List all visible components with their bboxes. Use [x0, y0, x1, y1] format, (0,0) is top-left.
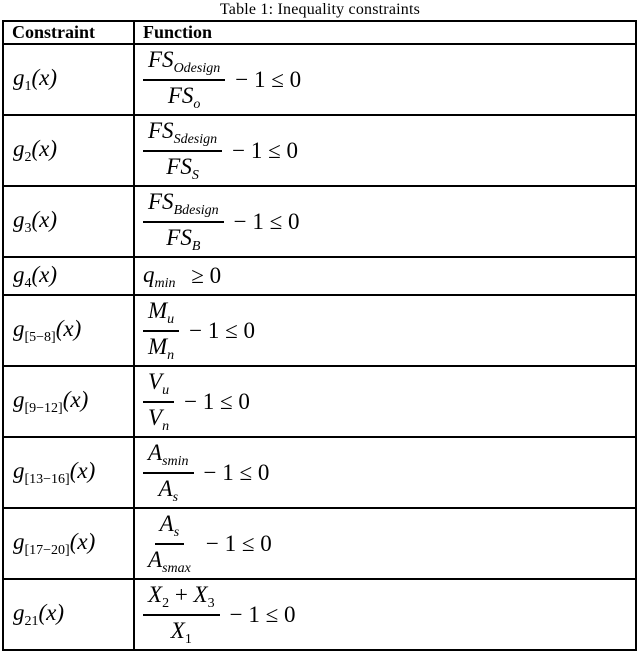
fraction-denominator: [163, 81, 206, 112]
math-subscript: [17−20]: [24, 543, 70, 558]
math-token: [148, 47, 221, 76]
math-subscript: 1: [184, 632, 192, 647]
math-token: [13, 600, 39, 629]
fraction-numerator: [143, 440, 194, 474]
function-cell: [134, 257, 636, 295]
math-token: [32, 136, 58, 161]
math-text: g: [13, 261, 25, 287]
math-text: FS: [166, 225, 192, 250]
math-token: [166, 225, 201, 254]
fraction-numerator: [143, 118, 222, 152]
function-expression: [143, 118, 631, 183]
math-subscript: 1: [24, 79, 32, 94]
math-subscript: 21: [24, 614, 39, 629]
math-subscript: Bdesign: [173, 203, 219, 218]
fraction-denominator: [166, 616, 197, 647]
math-subscript: [5−8]: [24, 330, 56, 345]
table-body: [3, 44, 636, 650]
function-expression: [143, 298, 631, 363]
math-subscript: 2: [162, 596, 170, 611]
math-text: q: [143, 261, 155, 287]
math-subscript: n: [167, 348, 175, 363]
math-subscript: B: [191, 239, 201, 254]
fraction-denominator: [143, 332, 179, 363]
math-token: [148, 547, 191, 576]
math-token: [13, 316, 56, 345]
math-token: [32, 207, 58, 232]
math-text: X: [170, 618, 185, 643]
math-subscript: 3: [207, 596, 215, 611]
inequality-tail: − 1 ≤ 0: [189, 317, 256, 343]
math-text: (x): [62, 387, 89, 412]
fraction: [143, 118, 222, 183]
math-subscript: 2: [24, 150, 32, 165]
math-token: [148, 440, 189, 469]
math-token: [13, 529, 70, 558]
math-token: [63, 387, 89, 412]
math-subscript: smin: [162, 454, 189, 469]
math-token: [32, 65, 58, 90]
inequality-tail: ≥ 0: [185, 263, 222, 288]
math-text: (x): [31, 207, 58, 232]
fraction-numerator: [143, 582, 220, 616]
function-cell: [134, 508, 636, 579]
header-row: [3, 21, 636, 44]
inequality-tail: − 1 ≤ 0: [235, 66, 302, 92]
math-text: X: [193, 582, 208, 607]
inequality-tail: − 1 ≤ 0: [233, 208, 300, 234]
math-token: [166, 154, 199, 183]
column-header-function: Function: [134, 21, 636, 44]
table-row: [3, 508, 636, 579]
math-token: [13, 136, 32, 165]
fraction-denominator: [143, 545, 196, 576]
math-subscript: smax: [162, 561, 191, 576]
math-token: [39, 600, 65, 625]
math-token: [70, 458, 96, 483]
function-cell: [134, 366, 636, 437]
fraction-denominator: [154, 474, 184, 505]
math-text: (x): [31, 65, 58, 90]
fraction-numerator: [143, 369, 174, 403]
inequality-tail: − 1 ≤ 0: [205, 530, 272, 556]
math-text: A: [148, 440, 163, 465]
function-cell: [134, 115, 636, 186]
math-token: [148, 405, 170, 434]
inequality-tail: − 1 ≤ 0: [232, 137, 298, 163]
inequality-tail: − 1 ≤ 0: [203, 459, 270, 485]
constraint-cell: [3, 579, 134, 650]
math-subscript: u: [167, 312, 175, 327]
math-text: g: [13, 65, 25, 90]
function-cell: [134, 579, 636, 650]
math-text: (x): [38, 600, 65, 625]
math-text: FS: [166, 154, 192, 179]
math-text: FS: [148, 189, 174, 214]
table-header: [3, 21, 636, 44]
table-row: [3, 366, 636, 437]
math-token: [148, 298, 175, 327]
constraint-cell: [3, 295, 134, 366]
math-text: (x): [31, 261, 58, 287]
fraction-denominator: [161, 152, 204, 183]
constraint-cell: [3, 115, 134, 186]
function-expression: [143, 440, 631, 505]
math-token: [193, 582, 215, 611]
fraction: [143, 369, 174, 434]
fraction-numerator: [143, 298, 179, 332]
math-token: [148, 118, 218, 147]
math-text: g: [13, 136, 25, 161]
math-token: [13, 458, 70, 487]
function-cell: [134, 44, 636, 115]
math-subscript: s: [173, 525, 180, 540]
fraction: [143, 189, 224, 254]
fraction-numerator: [155, 511, 185, 545]
math-text: X: [148, 582, 163, 607]
function-expression: [143, 47, 631, 112]
fraction: [143, 582, 220, 647]
math-text: g: [13, 600, 25, 625]
math-text: A: [159, 511, 174, 536]
function-expression: [143, 511, 631, 576]
math-subscript: 4: [24, 275, 32, 291]
math-text: (x): [69, 529, 96, 554]
function-expression: [143, 189, 631, 254]
constraint-cell: [3, 186, 134, 257]
math-token: [56, 316, 82, 341]
table-row: [3, 295, 636, 366]
fraction-denominator: [143, 403, 174, 434]
math-token: [143, 262, 176, 291]
math-subscript: 3: [24, 221, 32, 236]
math-subscript: min: [154, 275, 176, 291]
math-text: FS: [148, 118, 174, 143]
math-subscript: Sdesign: [173, 132, 218, 147]
inequality-tail: − 1 ≤ 0: [184, 388, 250, 414]
constraint-cell: [3, 257, 134, 295]
math-text: g: [13, 387, 25, 412]
math-token: [167, 83, 201, 112]
fraction-numerator: [143, 47, 225, 81]
math-text: V: [148, 405, 163, 430]
math-subscript: [9−12]: [24, 401, 63, 416]
math-text: (x): [31, 136, 58, 161]
math-text: M: [148, 334, 168, 359]
math-text: FS: [148, 47, 174, 72]
math-token: [13, 261, 32, 291]
math-text: V: [148, 369, 163, 394]
math-text: A: [148, 547, 163, 572]
table-row: [3, 186, 636, 257]
math-text: (x): [69, 458, 96, 483]
function-cell: [134, 186, 636, 257]
math-text: g: [13, 207, 25, 232]
table-title: Table 1: Inequality constraints: [219, 1, 421, 18]
fraction: [143, 511, 196, 576]
inequality-constraints-table: [2, 20, 637, 651]
constraint-cell: [3, 44, 134, 115]
math-text: A: [158, 476, 173, 501]
fraction-numerator: [143, 189, 224, 223]
math-subscript: s: [172, 490, 179, 505]
math-text: FS: [167, 83, 194, 108]
table-row: [3, 437, 636, 508]
math-subscript: n: [162, 419, 170, 434]
math-token: [148, 334, 175, 363]
math-token: [148, 582, 170, 611]
math-token: [13, 65, 32, 94]
math-token: [169, 582, 193, 607]
table-row: [3, 257, 636, 295]
math-token: [158, 476, 179, 505]
column-header-constraint: Constraint: [3, 21, 134, 44]
math-text: g: [13, 316, 25, 341]
math-token: [170, 618, 192, 647]
function-expression: [143, 369, 631, 434]
function-expression: [143, 582, 631, 647]
math-subscript: Odesign: [173, 61, 221, 76]
function-cell: [134, 295, 636, 366]
table-row: [3, 115, 636, 186]
math-text: (x): [55, 316, 82, 341]
math-token: [148, 189, 219, 218]
inequality-tail: − 1 ≤ 0: [229, 601, 296, 627]
math-token: [70, 529, 96, 554]
fraction-denominator: [161, 223, 205, 254]
math-subscript: [13−16]: [24, 472, 70, 487]
math-text: g: [13, 458, 25, 483]
constraint-cell: [3, 437, 134, 508]
math-text: +: [169, 582, 194, 607]
function-expression: [143, 262, 631, 291]
constraint-cell: [3, 366, 134, 437]
fraction: [143, 298, 179, 363]
math-text: M: [148, 298, 168, 323]
math-token: [32, 262, 58, 287]
table-row: [3, 579, 636, 650]
math-token: [13, 387, 63, 416]
constraint-cell: [3, 508, 134, 579]
fraction: [143, 47, 225, 112]
math-token: [159, 511, 180, 540]
math-subscript: o: [193, 97, 201, 112]
math-token: [13, 207, 32, 236]
math-subscript: S: [191, 168, 199, 183]
fraction: [143, 440, 194, 505]
math-token: [148, 369, 170, 398]
math-subscript: u: [162, 383, 170, 398]
math-text: g: [13, 529, 25, 554]
function-cell: [134, 437, 636, 508]
table-row: [3, 44, 636, 115]
